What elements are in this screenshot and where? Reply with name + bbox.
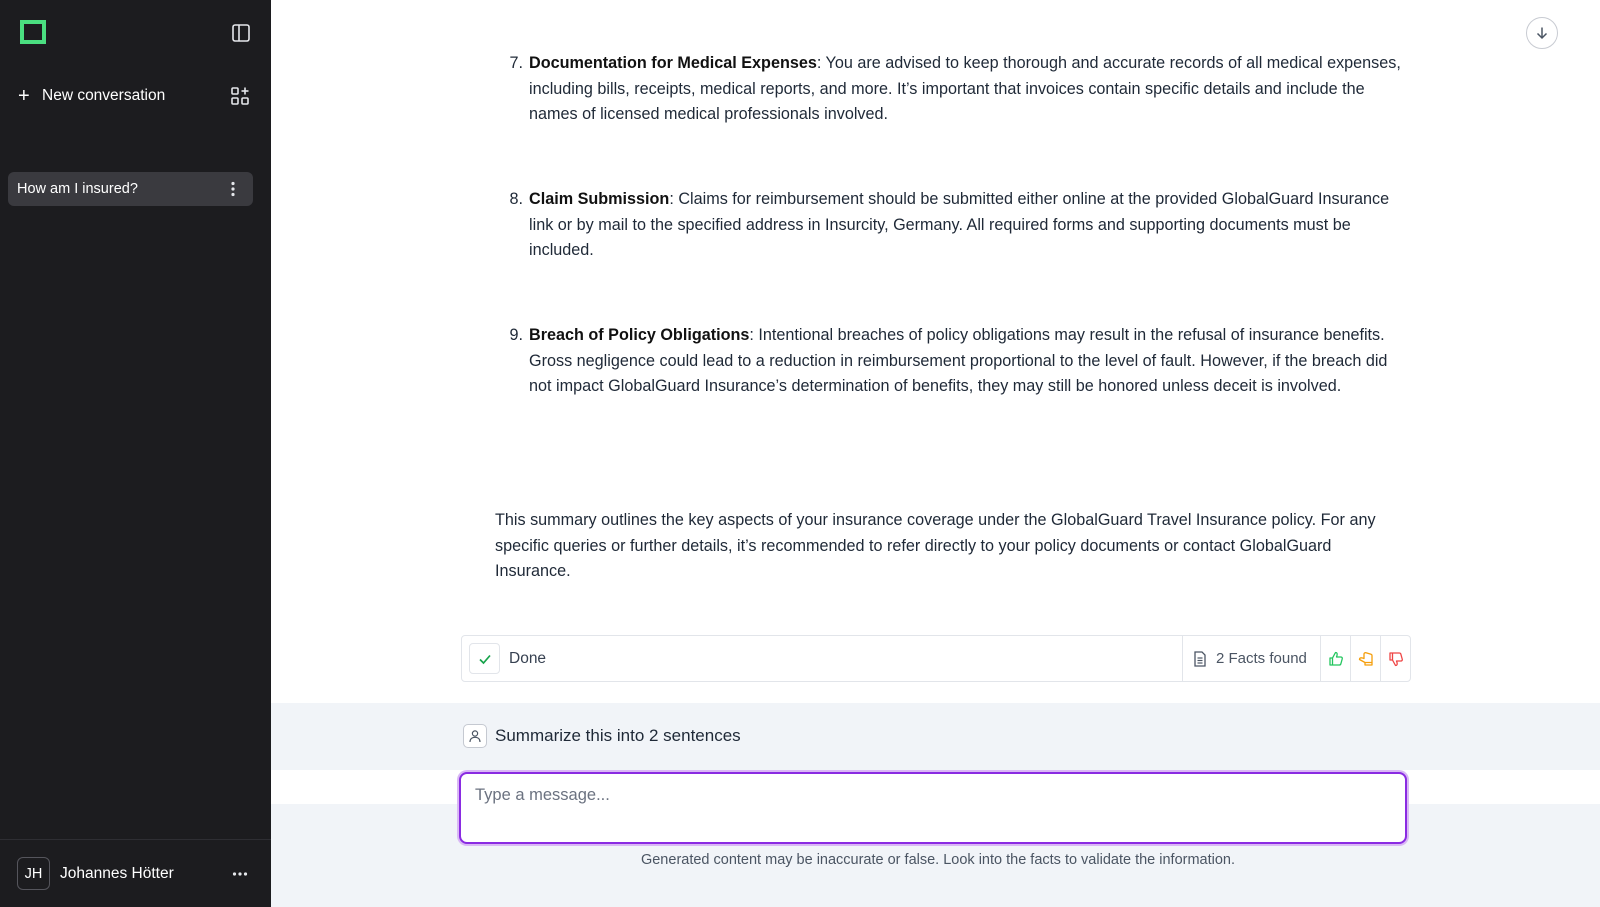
thumbs-up-button[interactable] <box>1320 636 1350 681</box>
list-item-body <box>529 323 1407 400</box>
conversation-item[interactable] <box>8 172 253 206</box>
scroll-to-bottom-button[interactable] <box>1526 17 1558 49</box>
summary-paragraph: This summary outlines the key aspects of your insurance coverage under the GlobalGuard Travel Insurance policy. For any specific queries or further details, it’s recommended to refer directly to your policy documents or contact GlobalGuard Insurance. <box>495 511 1376 580</box>
list-item <box>495 187 1407 264</box>
plus-icon: + <box>18 85 30 107</box>
neutral-feedback-button[interactable] <box>1350 636 1380 681</box>
list-item-body <box>529 51 1407 128</box>
list-item-heading: Documentation for Medical Expenses <box>529 54 817 72</box>
logo-icon[interactable] <box>19 19 47 45</box>
user-message <box>271 703 1600 770</box>
sidebar <box>0 0 271 907</box>
facts-found-button[interactable] <box>1182 636 1320 681</box>
document-icon <box>1193 651 1207 667</box>
message-input[interactable] <box>459 772 1407 844</box>
list-number: 8. <box>509 190 523 208</box>
list-number: 7. <box>509 54 523 72</box>
new-conversation-label: New conversation <box>42 87 166 104</box>
facts-found-label: 2 Facts found <box>1216 650 1307 667</box>
more-options-icon[interactable] <box>230 864 250 884</box>
list-item-body <box>529 187 1407 264</box>
status-label: Done <box>509 650 547 667</box>
check-icon <box>478 652 492 666</box>
conversation-options-icon[interactable] <box>223 179 243 199</box>
list-item-text: : Intentional breaches of policy obligations may result in the refusal of insurance benefits. Gross negligence could lead to a reduction in reimbursement proportional to the level of fault. However, if the breach did not impact GlobalGuard Insurance’s determination of benefits, they may still be honored unless deceit is involved. <box>529 326 1388 395</box>
user-name: Johannes Hötter <box>60 865 174 882</box>
arrow-down-icon <box>1534 25 1550 41</box>
list-item <box>495 51 1407 128</box>
thumbs-down-icon <box>1388 651 1404 667</box>
avatar[interactable]: JH <box>17 857 50 890</box>
sidebar-footer <box>0 839 271 907</box>
thumbs-up-icon <box>1328 651 1344 667</box>
chat-area <box>271 0 1600 907</box>
conversation-title: How am I insured? <box>17 181 138 197</box>
list-number: 9. <box>509 326 523 344</box>
thumbs-down-button[interactable] <box>1380 636 1410 681</box>
thumbs-sideways-icon <box>1358 651 1374 667</box>
disclaimer: Generated content may be inaccurate or false. Look into the facts to validate the information. <box>640 852 1236 868</box>
list-item-heading: Claim Submission <box>529 190 670 208</box>
collapse-sidebar-icon[interactable] <box>230 22 252 44</box>
list-item-text: : Claims for reimbursement should be submitted either online at the provided GlobalGuard Insurance link or by mail to the specified address in Insurcity, Germany. All required forms and supporting documents must be included. <box>529 190 1390 259</box>
user-message-text: Summarize this into 2 sentences <box>495 726 741 745</box>
user-icon <box>463 724 487 748</box>
new-conversation-button[interactable] <box>18 84 165 108</box>
response-status-bar <box>461 635 1411 682</box>
list-item-heading: Breach of Policy Obligations <box>529 326 750 344</box>
list-item-text: : You are advised to keep thorough and accurate records of all medical expenses, including bills, receipts, medical reports, and more. It’s important that invoices contain specific details and include the names of licensed medical professionals involved. <box>529 54 1401 123</box>
apps-grid-icon[interactable] <box>230 86 250 106</box>
list-item <box>495 323 1407 400</box>
status-check <box>469 643 500 674</box>
